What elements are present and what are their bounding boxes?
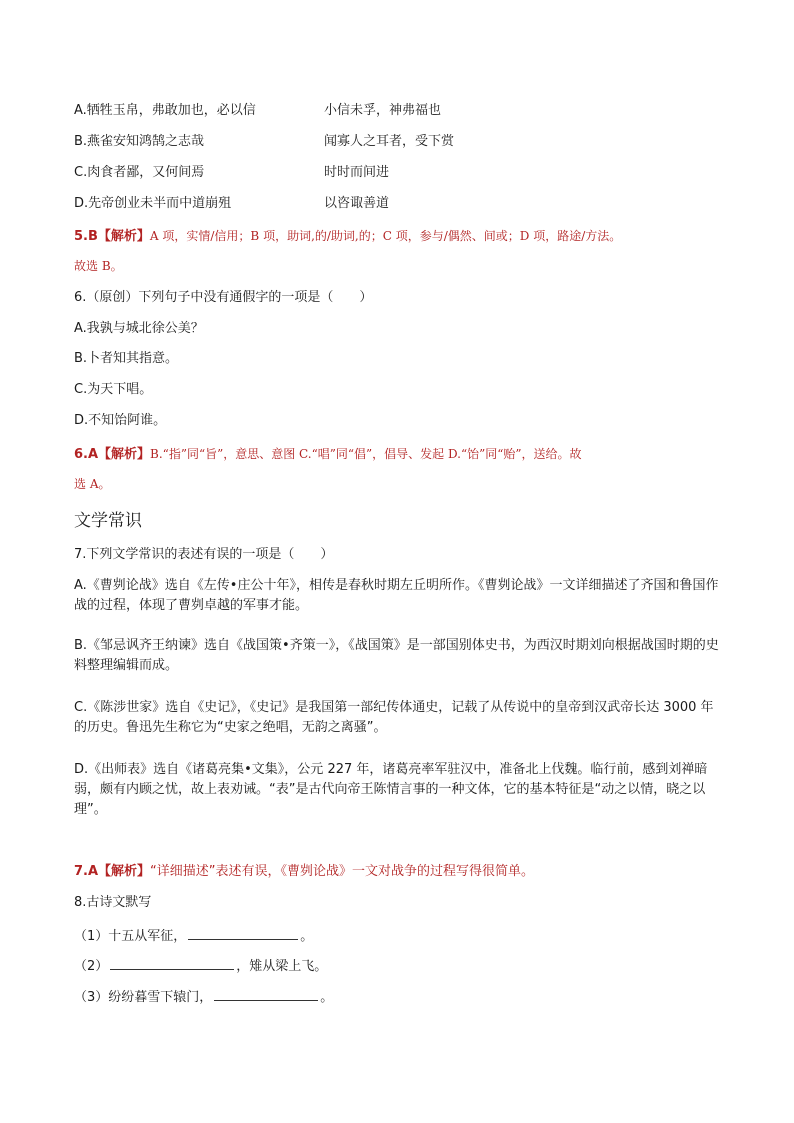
answer-5-key: 5.B【解析】 (74, 229, 150, 244)
q4-option-b-right: 闻寡人之耳者，受下赏 (324, 134, 455, 149)
q4-option-a-left: A.牺牲玉帛，弗敢加也，必以信 (74, 103, 256, 118)
q8-item-1-suffix: 。 (300, 929, 314, 944)
answer-7-key: 7.A【解析】 (74, 864, 151, 879)
q8-item-3-blank[interactable] (214, 986, 318, 1001)
q7-stem: 7.下列文学常识的表述有误的一项是（ ） (74, 547, 334, 562)
q8-item-3-suffix: 。 (320, 990, 334, 1005)
q4-option-b (74, 133, 724, 151)
q4-option-d-right: 以咨诹善道 (324, 196, 390, 211)
q6-option-d: D.不知饴阿谁。 (74, 413, 167, 428)
answer-6-cont: 选 A。 (74, 477, 111, 491)
q7-option-a: A.《曹刿论战》选自《左传•庄公十年》，相传是春秋时期左丘明所作。《曹刿论战》一文详细描述了齐国和鲁国作战的过程，体现了曹刿卓越的军事才能。 (74, 578, 719, 613)
q7-option-c: C.《陈涉世家》选自《史记》，《史记》是我国第一部纪传体通史，记载了从传说中的皇帝到汉武帝长达 3000 年的历史。鲁迅先生称它为“史家之绝唱，无韵之离骚”。 (74, 700, 714, 735)
answer-5-cont: 故选 B。 (74, 259, 123, 273)
q4-option-d-left: D.先帝创业未半而中道崩殂 (74, 196, 232, 211)
q8-stem: 8.古诗文默写 (74, 895, 152, 910)
q4-option-a-right: 小信未孚，神弗福也 (324, 103, 442, 118)
q4-option-a (74, 102, 724, 120)
section-title: 文学常识 (74, 511, 142, 531)
answer-5 (74, 227, 724, 246)
q4-option-d (74, 195, 724, 213)
answer-7-text: “详细描述”表述有误，《曹刿论战》一文对战争的过程写得很简单。 (150, 864, 535, 879)
q8-item-2-suffix: ，雉从梁上飞。 (236, 959, 328, 974)
q4-option-c-left: C.肉食者鄙，又何间焉 (74, 165, 205, 180)
q8-item-1-blank[interactable] (188, 925, 298, 940)
q4-option-c-right: 时时而间进 (324, 165, 390, 180)
q6-stem: 6.（原创）下列句子中没有通假字的一项是（ ） (74, 290, 373, 305)
answer-6-text: B.“指”同“旨”，意思、意图 C.“唱”同“倡”，倡导、发起 D.“饴”同“贻”，送给。故 (150, 447, 582, 461)
q8-item-3 (74, 986, 724, 1007)
q8-item-3-prefix: （3）纷纷暮雪下辕门， (74, 990, 213, 1005)
answer-6 (74, 445, 724, 464)
q6-option-b: B.卜者知其指意。 (74, 351, 179, 366)
q7-option-d: D.《出师表》选自《诸葛亮集•文集》，公元 227 年，诸葛亮率军驻汉中，准备北上伐魏。临行前，感到刘禅暗弱，颇有内顾之忧，故上表劝诫。“表”是古代向帝王陈情言事的一种文体，它的基本特征是“动之以情，晓之以理”。 (74, 762, 708, 817)
q8-item-2 (74, 955, 724, 976)
q8-item-2-prefix: （2） (74, 959, 109, 974)
q6-option-c: C.为天下唱。 (74, 382, 153, 397)
answer-7 (74, 862, 724, 881)
q6-option-a: A.我孰与城北徐公美？ (74, 321, 204, 336)
q8-item-2-blank[interactable] (110, 955, 234, 970)
q7-option-b: B.《邹忌讽齐王纳谏》选自《战国策•齐策一》，《战国策》是一部国别体史书，为西汉时期刘向根据战国时期的史料整理编辑而成。 (74, 638, 719, 673)
q4-option-b-left: B.燕雀安知鸿鹄之志哉 (74, 134, 205, 149)
q8-item-1-prefix: （1）十五从军征， (74, 929, 187, 944)
answer-5-text: A 项，实情/信用；B 项，助词,的/助词,的；C 项，参与/偶然、间或；D 项，路途/方法。 (149, 229, 622, 243)
q4-option-c (74, 164, 724, 182)
q8-item-1 (74, 925, 724, 946)
answer-6-key: 6.A【解析】 (74, 447, 151, 462)
